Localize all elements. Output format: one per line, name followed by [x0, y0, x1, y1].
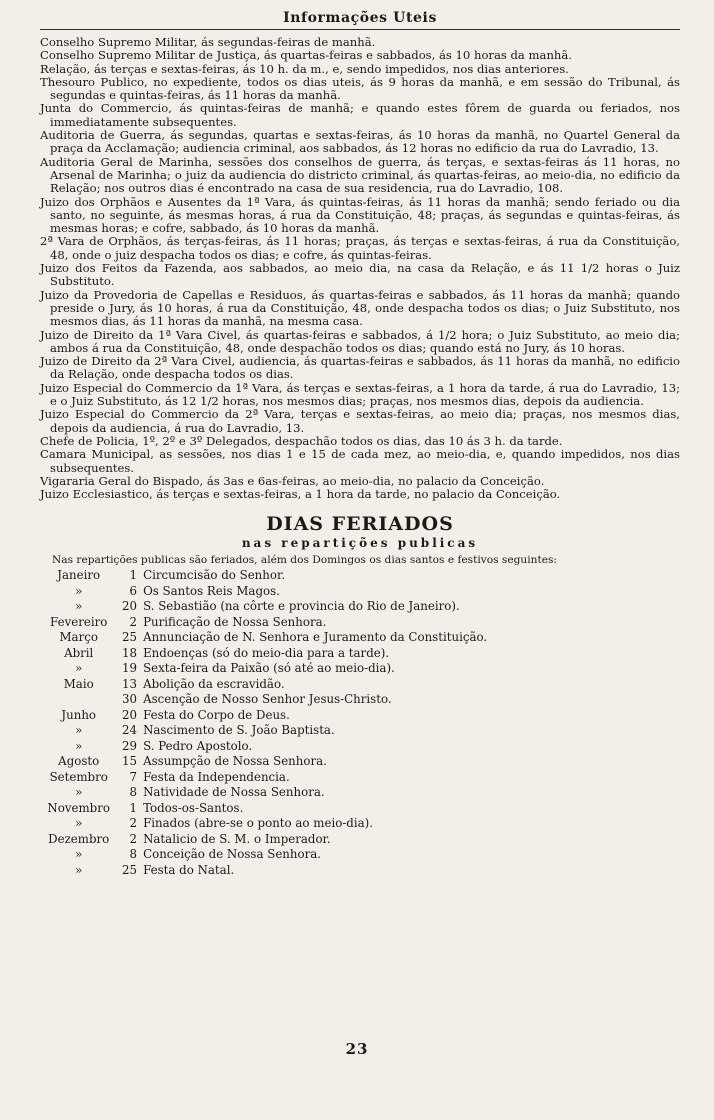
holiday-day: 1: [129, 800, 138, 815]
holiday-row: [42, 584, 680, 600]
holiday-row: [42, 754, 680, 770]
holiday-row: [42, 785, 680, 801]
holiday-month: Novembro: [47, 800, 110, 815]
holiday-row: [42, 630, 680, 646]
holiday-month: Abril: [64, 645, 94, 660]
holiday-day: 2: [129, 831, 138, 846]
holiday-description: Festa da Independencia.: [143, 769, 290, 784]
holiday-description: Festa do Corpo de Deus.: [143, 707, 290, 722]
holiday-day: 20: [122, 599, 138, 614]
office-hours-entry: Juizo da Provedoria de Capellas e Residuos, ás quartas-feiras e sabbados, ás 11 horas da manhã; quando preside o Jury, ás 10 horas, á rua da Constituição, 48, onde despacha todos os dias; o Juiz Substituto, nos mesmos dias, ás 11 horas da manhã, na mesma casa.: [40, 287, 680, 329]
office-hours-entry: Juizo de Direito da 2ª Vara Civel, audiencia, ás quartas-feiras e sabbados, ás 11 horas da manhã, no edificio da Relação, onde despacha todos os dias.: [40, 354, 680, 382]
holiday-row: [42, 723, 680, 739]
holiday-row: [42, 832, 680, 848]
holiday-month: Fevereiro: [50, 614, 108, 629]
office-hours-entry: Camara Municipal, as sessões, nos dias 1 e 15 de cada mez, ao meio-dia, e, quando impedidos, nos dias subsequentes.: [40, 447, 680, 475]
holiday-month: »: [75, 785, 83, 800]
office-hours-entry: Conselho Supremo Militar, ás segundas-feiras de manhã.: [40, 35, 376, 49]
office-hours-entry: Juizo Especial do Commercio da 2ª Vara, terças e sextas-feiras, ao meio dia; praças, nos mesmos dias, depois da audiencia, á rua do Lavradio, 13.: [40, 407, 680, 435]
holiday-description: Natividade de Nossa Senhora.: [143, 785, 325, 800]
office-hours-entry: Juizo dos Orphãos e Ausentes da 1ª Vara, ás quintas-feiras, ás 11 horas da manhã; sendo feriado ou dia santo, no seguinte, ás mesmas horas, á rua da Constituição, 48; praças, ás segundas e quintas-feiras, ás mesmas horas; e cofre, sabbado, ás 10 horas da manhã.: [40, 194, 680, 236]
office-hours-entry: Chefe de Policia, 1º, 2º e 3º Delegados, despachão todos os dias, das 10 ás 3 h. da tarde.: [40, 433, 563, 448]
holiday-description: Circumcisão do Senhor.: [143, 568, 286, 583]
holiday-description: Todos-os-Santos.: [143, 800, 244, 815]
holiday-day: 1: [129, 568, 138, 583]
holiday-row: [42, 708, 680, 724]
holiday-row: [42, 568, 680, 584]
holiday-row: [42, 863, 680, 879]
office-hours-entry: Thesouro Publico, no expediente, todos os dias uteis, ás 9 horas da manhã, e em sessão do Tribunal, ás segundas e quintas-feiras, ás 11 horas da manhã.: [40, 74, 680, 103]
holiday-row: [42, 801, 680, 817]
office-hours-entry: Juizo dos Feitos da Fazenda, aos sabbados, ao meio dia, na casa da Relação, e ás 11 1/2 horas o Juiz Substituto.: [40, 261, 680, 289]
office-hours-entry: Junta do Commercio, ás quintas-feiras de manhã; e quando estes fôrem de guarda ou feriados, nos immediatamente subsequentes.: [40, 101, 680, 129]
holiday-description: Purificação de Nossa Senhora.: [143, 614, 327, 629]
holiday-month: Setembro: [49, 769, 108, 784]
holiday-month: Janeiro: [57, 568, 101, 583]
holidays-table: [42, 568, 680, 878]
holiday-month: »: [75, 816, 83, 831]
holiday-day: 2: [129, 816, 138, 831]
holiday-month: [42, 692, 115, 708]
holiday-description: Ascenção de Nosso Senhor Jesus-Christo.: [143, 692, 392, 707]
page-number: 23: [345, 1040, 369, 1058]
holiday-description: Os Santos Reis Magos.: [143, 583, 280, 598]
holiday-day: 25: [122, 630, 138, 645]
holiday-row: [42, 692, 680, 708]
holiday-day: 24: [122, 723, 138, 738]
holiday-row: [42, 770, 680, 786]
holiday-day: 29: [122, 738, 138, 753]
holiday-day: 8: [129, 847, 138, 862]
holiday-row: [42, 646, 680, 662]
holiday-description: Annunciação de N. Senhora e Juramento da Constituição.: [143, 630, 488, 645]
holiday-description: Conceição de Nossa Senhora.: [143, 847, 322, 862]
holiday-description: S. Sebastião (na côrte e provincia do Rio de Janeiro).: [143, 599, 460, 614]
holiday-month: Agosto: [58, 754, 100, 769]
holidays-intro: Nas repartições publicas são feriados, além dos Domingos os dias santos e festivos seguintes:: [52, 554, 557, 567]
holiday-row: [42, 661, 680, 677]
holiday-day: 2: [129, 614, 138, 629]
holiday-description: Sexta-feira da Paixão (só até ao meio-dia).: [143, 661, 395, 676]
holiday-month: Dezembro: [48, 831, 110, 846]
holiday-day: 15: [122, 754, 138, 769]
holiday-month: »: [75, 583, 83, 598]
holiday-month: »: [75, 862, 83, 877]
holiday-description: S. Pedro Apostolo.: [143, 738, 253, 753]
office-hours-entry: Vigararia Geral do Bispado, ás 3as e 6as-feiras, ao meio-dia, no palacio da Conceição.: [40, 473, 545, 488]
office-hours-entry: Conselho Supremo Militar de Justiça, ás quartas-feiras e sabbados, ás 10 horas da manhã.: [40, 48, 572, 63]
holiday-day: 6: [129, 583, 138, 598]
holiday-month: Março: [59, 630, 98, 645]
holiday-month: »: [75, 847, 83, 862]
running-title: Informações Uteis: [283, 10, 437, 26]
holiday-description: Festa do Natal.: [143, 862, 235, 877]
header-rule: [40, 29, 680, 30]
holiday-month: »: [75, 661, 83, 676]
holiday-row: [42, 677, 680, 693]
holiday-day: 20: [122, 707, 138, 722]
office-hours-entry: 2ª Vara de Orphãos, ás terças-feiras, ás 11 horas; praças, ás terças e sextas-feiras, á rua da Constituição, 48, onde o juiz despacha todos os dias; e cofre, ás quintas-feiras.: [40, 234, 680, 262]
holiday-row: [42, 599, 680, 615]
holiday-row: [42, 847, 680, 863]
holiday-row: [42, 739, 680, 755]
section-title: DIAS FERIADOS: [266, 513, 454, 536]
office-hours-list: [40, 36, 680, 501]
holiday-day: 8: [129, 785, 138, 800]
holiday-description: Natalicio de S. M. o Imperador.: [143, 831, 331, 846]
office-hours-entry: Auditoria Geral de Marinha, sessões dos conselhos de guerra, ás terças, e sextas-feiras ás 11 horas, no Arsenal de Marinha; o juiz da audiencia do districto criminal, ás quartas-feiras, ao meio-dia, no edificio da Relação; nos outros dias é encontrado na casa de sua residencia, rua do Lavradio, 108.: [40, 154, 680, 196]
office-hours-entry: Relação, ás terças e sextas-feiras, ás 10 h. da m., e, sendo impedidos, nos dias anteriores.: [40, 61, 569, 76]
holiday-description: Assumpção de Nossa Senhora.: [143, 754, 327, 769]
holiday-day: 19: [122, 661, 138, 676]
holiday-month: Junho: [61, 707, 97, 722]
holiday-day: 25: [122, 862, 138, 877]
holiday-description: Abolição da escravidão.: [143, 676, 285, 691]
holiday-description: Nascimento de S. João Baptista.: [143, 723, 335, 738]
holiday-month: »: [75, 599, 83, 614]
holiday-day: 30: [122, 692, 138, 707]
holiday-day: 7: [129, 769, 138, 784]
holiday-row: [42, 816, 680, 832]
holiday-row: [42, 615, 680, 631]
office-hours-entry: Juizo Ecclesiastico, ás terças e sextas-feiras, a 1 hora da tarde, no palacio da Conceição.: [40, 487, 561, 502]
holiday-day: 18: [122, 645, 138, 660]
office-hours-entry: Auditoria de Guerra, ás segundas, quartas e sextas-feiras, ás 10 horas da manhã, no Quartel General da praça da Acclamação; audiencia criminal, aos sabbados, ás 12 horas no edificio da rua do Lavradio, 13.: [40, 128, 680, 156]
holiday-month: »: [75, 738, 83, 753]
holiday-description: Finados (abre-se o ponto ao meio-dia).: [143, 816, 374, 831]
holiday-description: Endoenças (só do meio-dia para a tarde).: [143, 645, 390, 660]
holiday-month: »: [75, 723, 83, 738]
office-hours-entry: Juizo Especial do Commercio da 1ª Vara, ás terças e sextas-feiras, a 1 hora da tarde, á rua do Lavradio, 13; e o Juiz Substituto, ás 12 1/2 horas, nos mesmos dias; praças, nos mesmos dias, depois da audiencia.: [40, 380, 680, 409]
holiday-month: Maio: [63, 676, 94, 691]
section-subtitle: nas repartições publicas: [241, 536, 479, 551]
office-hours-entry: Juizo de Direito da 1ª Vara Civel, ás quartas-feiras e sabbados, á 1/2 hora; o Juiz Substituto, ao meio dia; ambos á rua da Constituição, 48, onde despachão todos os dias; quando está no Jury, ás 10 horas.: [40, 327, 680, 355]
holiday-day: 13: [122, 676, 138, 691]
